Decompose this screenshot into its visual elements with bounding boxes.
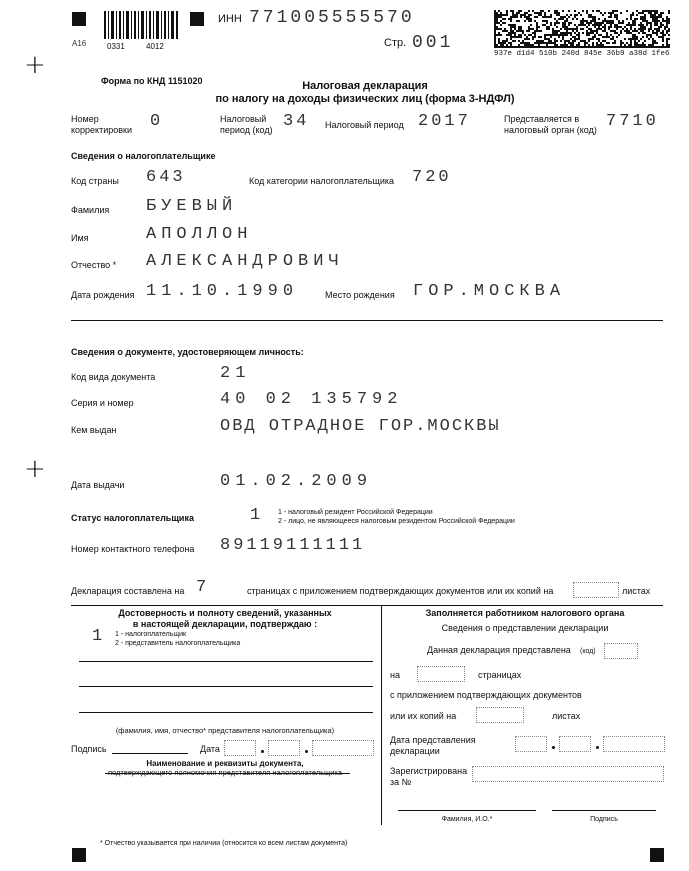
registered-label-2: за № bbox=[390, 777, 412, 787]
birthplace-label: Место рождения bbox=[325, 290, 395, 300]
barcode-image bbox=[104, 11, 178, 39]
doc-issue-date-label: Дата выдачи bbox=[71, 480, 125, 490]
surname-label: Фамилия bbox=[71, 205, 110, 215]
country-label: Код страны bbox=[71, 176, 119, 186]
document-section-title: Сведения о документе, удостоверяющем личность: bbox=[71, 347, 304, 357]
doc-caption-1: Наименование и реквизиты документа, bbox=[146, 759, 304, 768]
tax-period-code-label-1: Налоговый bbox=[220, 114, 267, 124]
status-option-2: 2 - лицо, не являющееся налоговым резидентом Российской Федерации bbox=[278, 518, 515, 525]
date-day-cells[interactable] bbox=[224, 740, 256, 756]
footnote: * Отчество указывается при наличии (относится ко всем листам документа) bbox=[100, 840, 348, 847]
taxpayer-section-title: Сведения о налогоплательщике bbox=[71, 151, 216, 161]
crosshair-mark: + bbox=[24, 50, 46, 80]
submit-month-cells[interactable] bbox=[559, 736, 591, 752]
authority-value: 7710 bbox=[606, 112, 659, 131]
registration-mark bbox=[72, 12, 86, 26]
date-label: Дата bbox=[200, 744, 220, 754]
form-title-line2: по налогу на доходы физических лиц (форма 3-НДФЛ) bbox=[215, 93, 515, 105]
submit-day-cells[interactable] bbox=[515, 736, 547, 752]
doc-type-label: Код вида документа bbox=[71, 372, 156, 382]
page-value: 001 bbox=[412, 33, 454, 53]
who-value: 1 bbox=[92, 627, 106, 646]
registration-mark bbox=[72, 848, 86, 862]
submitted-code-cells[interactable] bbox=[604, 643, 638, 659]
who-option-2: 2 - представитель налогоплательщика bbox=[115, 640, 241, 647]
birthplace-value: ГОР.МОСКВА bbox=[413, 282, 566, 301]
sign-line bbox=[552, 810, 656, 811]
crosshair-mark: + bbox=[24, 454, 46, 484]
tax-period-label: Налоговый период bbox=[325, 120, 404, 130]
attached-label: с приложением подтверждающих документов bbox=[390, 690, 582, 700]
box-top-border bbox=[71, 605, 663, 606]
date-separator bbox=[552, 746, 555, 749]
inn-value: 771005555570 bbox=[249, 8, 415, 28]
category-label: Код категории налогоплательщика bbox=[249, 176, 395, 186]
pages-label-pre: Декларация составлена на bbox=[71, 586, 185, 596]
authority-label-2: налоговый орган (код) bbox=[504, 125, 597, 135]
on-label: на bbox=[390, 670, 400, 680]
pages-value: 7 bbox=[196, 578, 210, 597]
date-submitted-label-2: декларации bbox=[390, 746, 440, 756]
divider bbox=[71, 320, 663, 321]
tax-period-code-value: 34 bbox=[283, 112, 310, 131]
doc-type-value: 21 bbox=[220, 364, 251, 383]
doc-issue-date-value: 01.02.2009 bbox=[220, 472, 373, 491]
pages-label: страницах bbox=[478, 670, 522, 680]
date-submitted-label-1: Дата представления bbox=[390, 735, 476, 745]
sheets-label: листах bbox=[552, 711, 581, 721]
sign-label: Подпись bbox=[71, 744, 107, 754]
submitted-label: Данная декларация представлена bbox=[427, 645, 571, 655]
signature-line[interactable] bbox=[112, 753, 188, 754]
status-value: 1 bbox=[250, 506, 264, 525]
barcode-code: А16 bbox=[72, 39, 87, 48]
form-title-line1: Налоговая декларация bbox=[302, 80, 428, 92]
correction-label-1: Номер bbox=[71, 114, 99, 124]
fio-line bbox=[79, 686, 373, 687]
category-value: 720 bbox=[412, 168, 452, 187]
sheets-count-cells[interactable] bbox=[476, 707, 524, 723]
tax-period-code-label-2: период (код) bbox=[220, 125, 273, 135]
right-fio-caption: Фамилия, И.О.* bbox=[441, 816, 493, 823]
left-title-line1: Достоверность и полноту сведений, указанных bbox=[118, 608, 332, 618]
phone-value: 89119111111 bbox=[220, 536, 366, 555]
name-value: АПОЛЛОН bbox=[146, 225, 253, 244]
datamatrix-code-image bbox=[494, 10, 670, 48]
registration-mark bbox=[650, 848, 664, 862]
correction-value: 0 bbox=[150, 112, 164, 131]
who-option-1: 1 - налогоплательщик bbox=[115, 631, 187, 638]
left-title-line2: в настоящей декларации, подтверждаю : bbox=[132, 619, 318, 629]
pages-label-post: листах bbox=[622, 586, 651, 596]
form-knd: Форма по КНД 1151020 bbox=[101, 76, 203, 86]
pages-count-cells[interactable] bbox=[417, 666, 465, 682]
doc-line bbox=[105, 773, 350, 774]
surname-value: БУЕВЫЙ bbox=[146, 197, 238, 216]
page-label: Стр. bbox=[384, 37, 407, 49]
patronymic-label: Отчество * bbox=[71, 260, 117, 270]
fio-caption: (фамилия, имя, отчество* представителя налогоплательщика) bbox=[115, 726, 335, 735]
attachment-pages-cells[interactable] bbox=[573, 582, 619, 598]
registered-label-1: Зарегистрирована bbox=[390, 766, 468, 776]
right-sign-caption: Подпись bbox=[590, 816, 618, 823]
box-column-divider bbox=[381, 605, 382, 825]
registration-number-cells[interactable] bbox=[472, 766, 664, 782]
fio-line bbox=[79, 661, 373, 662]
qr-caption: 937e d1d4 510b 240d 845e 36b9 a38d 1fe6 bbox=[494, 50, 670, 58]
status-option-1: 1 - налоговый резидент Российской Федерации bbox=[278, 509, 433, 516]
right-subtitle: Сведения о представлении декларации bbox=[441, 623, 609, 633]
copies-label: или их копий на bbox=[390, 711, 457, 721]
date-separator bbox=[261, 750, 264, 753]
submit-year-cells[interactable] bbox=[603, 736, 665, 752]
correction-label-2: корректировки bbox=[71, 125, 133, 135]
birthdate-value: 11.10.1990 bbox=[146, 282, 299, 301]
fio-line bbox=[79, 712, 373, 713]
doc-series-label: Серия и номер bbox=[71, 398, 134, 408]
name-label: Имя bbox=[71, 233, 89, 243]
authority-label-1: Представляется в bbox=[504, 114, 580, 124]
date-month-cells[interactable] bbox=[268, 740, 300, 756]
date-separator bbox=[305, 750, 308, 753]
birthdate-label: Дата рождения bbox=[71, 290, 135, 300]
inn-label: ИНН bbox=[218, 13, 242, 25]
date-separator bbox=[596, 746, 599, 749]
tax-period-value: 2017 bbox=[418, 112, 471, 131]
pages-label-mid: страницах с приложением подтверждающих документов или их копий на bbox=[247, 586, 554, 596]
barcode-number-2: 4012 bbox=[146, 42, 164, 51]
status-label: Статус налогоплательщика bbox=[71, 513, 194, 523]
date-year-cells[interactable] bbox=[312, 740, 374, 756]
phone-label: Номер контактного телефона bbox=[71, 544, 195, 554]
fio-sign-line bbox=[398, 810, 536, 811]
barcode-number-1: 0331 bbox=[107, 42, 125, 51]
code-label: (код) bbox=[580, 648, 596, 655]
doc-issued-by-label: Кем выдан bbox=[71, 425, 117, 435]
registration-mark bbox=[190, 12, 204, 26]
right-title: Заполняется работником налогового органа bbox=[425, 608, 625, 618]
country-value: 643 bbox=[146, 168, 186, 187]
doc-issued-by-value: ОВД ОТРАДНОЕ ГОР.МОСКВЫ bbox=[220, 417, 501, 436]
doc-series-value: 40 02 135792 bbox=[220, 390, 403, 409]
patronymic-value: АЛЕКСАНДРОВИЧ bbox=[146, 252, 344, 271]
